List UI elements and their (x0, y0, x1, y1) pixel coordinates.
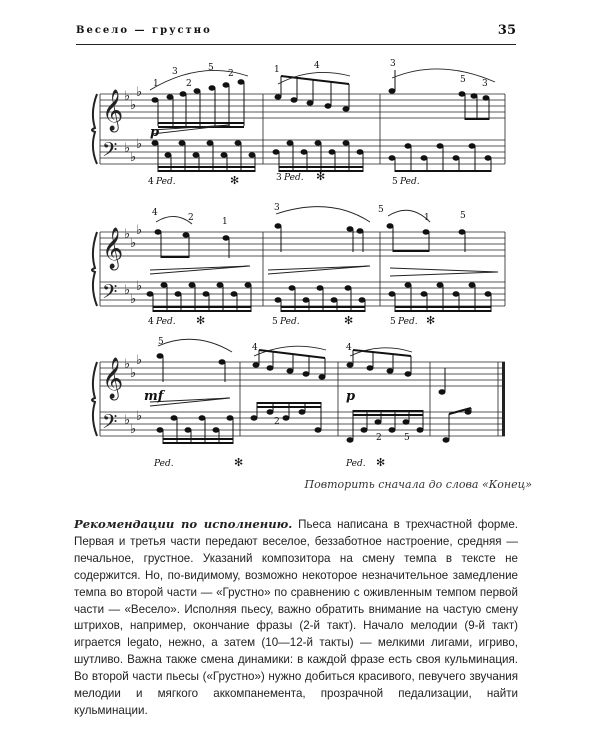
dynamic-marking: p (346, 389, 356, 404)
fingering: 5 (208, 63, 214, 73)
fingering: 3 (482, 79, 488, 89)
pedal-mark: Ped. (154, 459, 174, 469)
svg-text:𝄞: 𝄞 (102, 90, 124, 131)
svg-text:♭: ♭ (130, 150, 137, 165)
key-signature-flats (124, 85, 142, 437)
slurs-system-1 (150, 69, 495, 134)
pedal-release-icon: ✻ (234, 456, 244, 469)
performance-recommendations (74, 516, 518, 720)
svg-text:♭: ♭ (124, 227, 131, 242)
dynamic-marking: p (150, 125, 160, 140)
recommendations-heading: Рекомендации по исполнению. (74, 517, 293, 531)
svg-text:♭: ♭ (124, 413, 131, 428)
staff-lines (100, 94, 505, 436)
svg-text:𝄢: 𝄢 (102, 410, 118, 438)
page-number: 35 (497, 23, 516, 38)
fingering: 3 (274, 203, 280, 213)
fingering: 4 (148, 177, 154, 187)
header-title: Весело — грустно (76, 25, 212, 36)
fingering: 5 (460, 211, 466, 221)
dynamic-marking: mf (144, 389, 164, 404)
svg-text:♭: ♭ (130, 292, 137, 307)
recommendations-text: Пьеса написана в трехчастной форме. Первая и третья части передают веселое, беззаботное настроение, средняя — печальное, грустное. Указаний композитора на смену темпа в тексте не содержится. Но, по-видимому, возможно некоторое незначительное замедление темпа во второй части — «Грустно» по сравнению с оживленным темпом первой части — «Весело». Исполняя пьесу, важно обратить внимание на частую смену штрихов, например, окончание фразы (2-й такт). Начало мелодии (9-й такт) играется legato, нежно, а затем (10—12-й такты) — мелкими лигами, игриво, шутливо. Важна также смена динамики: в каждой фразе есть своя кульминация. Во второй части пьесы («Грустно») нужно добиться красивого, певучего звучания мелодии и мягкого аккомпанемента, прозрачной педализации, найти кульминации. (74, 518, 518, 717)
pedal-mark: Ped. (156, 177, 176, 187)
fingering: 5 (404, 433, 410, 443)
svg-text:♭: ♭ (136, 137, 143, 152)
svg-text:♭: ♭ (124, 141, 131, 156)
fingering: 2 (186, 79, 192, 89)
svg-text:𝄞: 𝄞 (102, 358, 124, 399)
pedal-release-icon: ✻ (230, 174, 240, 187)
fingering: 5 (272, 317, 278, 327)
fingering: 4 (346, 343, 352, 353)
pedal-mark: Ped. (280, 317, 300, 327)
svg-text:♭: ♭ (124, 283, 131, 298)
pedal-release-icon: ✻ (344, 314, 354, 327)
pedal-mark: Ped. (346, 459, 366, 469)
fingering: 1 (424, 213, 430, 223)
repeat-instruction: Повторить сначала до слова «Конец» (304, 478, 532, 491)
fingering: 3 (172, 67, 178, 77)
svg-text:𝄢: 𝄢 (102, 138, 118, 166)
svg-text:♭: ♭ (124, 89, 131, 104)
svg-text:♭: ♭ (136, 85, 143, 100)
svg-text:♭: ♭ (124, 357, 131, 372)
system-braces (92, 94, 97, 436)
fingering: 5 (158, 337, 164, 347)
svg-text:♭: ♭ (136, 409, 143, 424)
fingering: 1 (153, 79, 159, 89)
pedal-mark: Ped. (156, 317, 176, 327)
fingering: 2 (228, 69, 234, 79)
fingering: 3 (390, 59, 396, 69)
svg-text:♭: ♭ (136, 223, 143, 238)
fingering: 3 (276, 173, 282, 183)
fingering: 4 (314, 61, 320, 71)
svg-text:𝄢: 𝄢 (102, 280, 118, 308)
pedal-mark: Ped. (398, 317, 418, 327)
fingering: 4 (252, 343, 258, 353)
slurs-system-3 (150, 339, 412, 406)
svg-text:♭: ♭ (130, 236, 137, 251)
fingering: 5 (392, 177, 398, 187)
fingering: 5 (378, 205, 384, 215)
pedal-mark: Ped. (284, 173, 304, 183)
fingering: 1 (274, 65, 280, 75)
svg-text:♭: ♭ (136, 353, 143, 368)
svg-text:𝄞: 𝄞 (102, 228, 124, 269)
svg-text:♭: ♭ (136, 279, 143, 294)
fingering: 5 (460, 75, 466, 85)
slurs-system-2 (150, 207, 498, 276)
fingering: 2 (188, 213, 194, 223)
pedal-release-icon: ✻ (196, 314, 206, 327)
pedal-release-icon: ✻ (426, 314, 436, 327)
fingering: 5 (390, 317, 396, 327)
fingering: 2 (376, 433, 382, 443)
fingering-numbers (148, 59, 488, 443)
pedal-release-icon: ✻ (316, 170, 326, 183)
svg-text:♭: ♭ (130, 98, 137, 113)
fingering: 4 (152, 208, 158, 218)
svg-text:♭: ♭ (130, 422, 137, 437)
svg-text:♭: ♭ (130, 366, 137, 381)
fingering: 1 (222, 217, 228, 227)
fingering: 4 (148, 317, 154, 327)
treble-clef-icons (102, 89, 123, 400)
notes-system-1 (152, 70, 491, 172)
fingering: 2 (274, 417, 280, 427)
pedal-release-icon: ✻ (376, 456, 386, 469)
pedal-mark: Ped. (400, 177, 420, 187)
